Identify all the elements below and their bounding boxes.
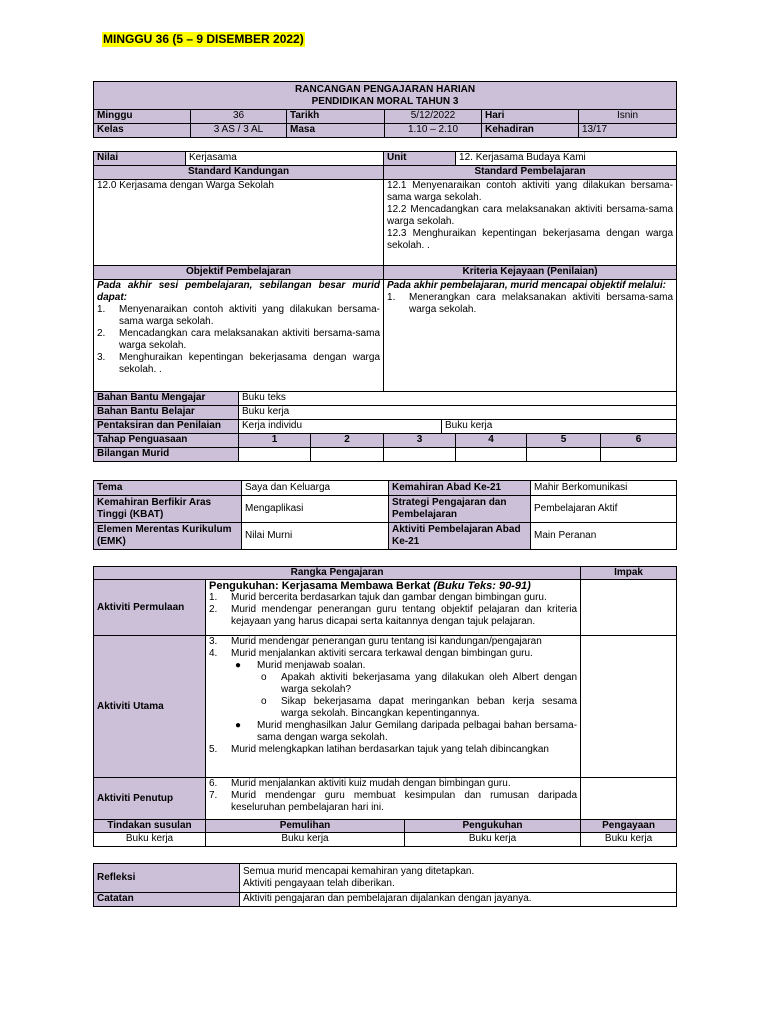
tema-value: Saya dan Keluarga — [242, 481, 389, 496]
hari-label: Hari — [482, 110, 579, 124]
objektif-item: 1. Menyenaraikan contoh aktiviti yang dilakukan bersama-sama warga sekolah. — [97, 304, 381, 327]
objektif-heading: Objektif Pembelajaran — [94, 266, 384, 280]
bbb-value: Buku kerja — [239, 406, 677, 420]
impak-cell — [581, 580, 677, 636]
kehadiran-value: 13/17 — [579, 124, 677, 138]
utama-item: 3. Murid mendengar penerangan guru tentang isi kandungan/pengajaran — [209, 636, 542, 647]
impak-cell — [581, 636, 677, 778]
utama-sub-item: o Apakah aktiviti bekerjasama yang dilakukan oleh Albert dengan warga sekolah? — [261, 672, 578, 695]
refleksi-label: Refleksi — [94, 864, 240, 893]
catatan-label: Catatan — [94, 893, 240, 907]
penutup-item: 7. Murid mendengar guru membuat kesimpulan dan rumusan daripada keseluruhan pembelajaran hari ini. — [209, 790, 578, 813]
utama-bullet: ● Murid menjawab soalan. — [235, 660, 366, 671]
spp-label: Strategi Pengajaran dan Pembelajaran — [389, 496, 531, 523]
kbat-value: Mengaplikasi — [242, 496, 389, 523]
unit-label: Unit — [384, 152, 456, 166]
week-label: MINGGU 36 (5 – 9 DISEMBER 2022) — [103, 32, 304, 46]
bbm-label: Bahan Bantu Mengajar — [94, 392, 239, 406]
penutup-item: 6. Murid menjalankan aktiviti kuiz mudah dengan bimbingan guru. — [209, 778, 511, 789]
sp-item: 12.2 Mencadangkan cara melaksanakan aktiviti bersama-sama warga sekolah. — [387, 204, 674, 227]
catatan-value: Aktiviti pengajaran dan pembelajaran dijalankan dengan jayanya. — [240, 893, 677, 907]
utama-item: 5. Murid melengkapkan latihan berdasarkan tajuk yang telah dibincangkan — [209, 744, 549, 755]
hari-value: Isnin — [579, 110, 677, 124]
plan-title: RANCANGAN PENGAJARAN HARIAN PENDIDIKAN MORAL TAHUN 3 — [94, 82, 677, 110]
skills-table — [93, 480, 677, 550]
masa-value: 1.10 – 2.10 — [385, 124, 482, 138]
standard-pembelajaran-list — [384, 180, 677, 266]
tp-level: 4 — [456, 434, 527, 448]
ka21-value: Mahir Berkomunikasi — [531, 481, 677, 496]
bm-cell — [311, 448, 384, 462]
reflection-table — [93, 863, 677, 907]
kbat-label: Kemahiran Berfikir Aras Tinggi (KBAT) — [94, 496, 242, 523]
sp-item: 12.1 Menyenaraikan contoh aktiviti yang dilakukan bersama-sama warga sekolah. — [387, 180, 674, 203]
kriteria-content — [384, 280, 677, 392]
permulaan-content — [206, 580, 581, 636]
pengukuhan-heading: Pengukuhan — [405, 820, 581, 833]
pengukuhan-title: Pengukuhan: Kerjasama Membawa Berkat (Buku Teks: 90-91) — [209, 580, 531, 592]
refleksi-value: Semua murid mencapai kemahiran yang ditetapkan. Aktiviti pengayaan telah diberikan. — [240, 864, 677, 893]
bbm-value: Buku teks — [239, 392, 677, 406]
bm-cell — [601, 448, 677, 462]
impak-heading: Impak — [581, 567, 677, 580]
objektif-content — [94, 280, 384, 392]
bm-cell — [527, 448, 601, 462]
tarikh-value: 5/12/2022 — [385, 110, 482, 124]
ka21-label: Kemahiran Abad Ke-21 — [389, 481, 531, 496]
kelas-label: Kelas — [94, 124, 191, 138]
tindakan-value: Buku kerja — [94, 833, 206, 847]
utama-label: Aktiviti Utama — [94, 636, 206, 778]
kriteria-intro: Pada akhir pembelajaran, murid mencapai objektif melalui: — [387, 280, 666, 291]
pengukuhan-value: Buku kerja — [405, 833, 581, 847]
minggu-value: 36 — [191, 110, 287, 124]
objektif-item: 2. Mencadangkan cara melaksanakan aktiviti bersama-sama warga sekolah. — [97, 328, 381, 351]
bbb-label: Bahan Bantu Belajar — [94, 406, 239, 420]
header-table — [93, 81, 677, 138]
kehadiran-label: Kehadiran — [482, 124, 579, 138]
bm-cell — [384, 448, 456, 462]
kriteria-heading: Kriteria Kejayaan (Penilaian) — [384, 266, 677, 280]
apa21-value: Main Peranan — [531, 523, 677, 550]
unit-value: 12. Kerjasama Budaya Kami — [456, 152, 677, 166]
lesson-table — [93, 151, 677, 462]
kriteria-item: 1. Menerangkan cara melaksanakan aktiviti bersama-sama warga sekolah. — [387, 292, 674, 315]
tp-level: 6 — [601, 434, 677, 448]
pemulihan-value: Buku kerja — [206, 833, 405, 847]
permulaan-item: 1. Murid bercerita berdasarkan tajuk dan gambar dengan bimbingan guru. — [209, 592, 547, 603]
pentaksiran-value-1: Kerja individu — [239, 420, 442, 434]
emk-value: Nilai Murni — [242, 523, 389, 550]
utama-sub-item: o Sikap bekerjasama dapat meringankan beban kerja sesama warga sekolah. Bincangkan kepentingannya. — [261, 696, 578, 719]
bm-cell — [456, 448, 527, 462]
utama-content — [206, 636, 581, 778]
nilai-value: Kerjasama — [186, 152, 384, 166]
pengayaan-heading: Pengayaan — [581, 820, 677, 833]
nilai-label: Nilai — [94, 152, 186, 166]
tindakan-susulan-heading: Tindakan susulan — [94, 820, 206, 833]
plan-table — [93, 566, 677, 847]
tp-level: 3 — [384, 434, 456, 448]
permulaan-item: 2. Murid mendengar penerangan guru tentang objektif pelajaran dan kriteria kejayaan yang harus dicapai serta kaitannya dengan tajuk pelajaran. — [209, 604, 578, 627]
tp-level: 2 — [311, 434, 384, 448]
rangka-heading: Rangka Pengajaran — [94, 567, 581, 580]
pentaksiran-label: Pentaksiran dan Penilaian — [94, 420, 239, 434]
penutup-content — [206, 778, 581, 820]
tema-label: Tema — [94, 481, 242, 496]
spp-value: Pembelajaran Aktif — [531, 496, 677, 523]
objektif-intro: Pada akhir sesi pembelajaran, sebilangan besar murid dapat: — [97, 280, 381, 303]
tarikh-label: Tarikh — [287, 110, 385, 124]
impak-cell — [581, 778, 677, 820]
apa21-label: Aktiviti Pembelajaran Abad Ke-21 — [389, 523, 531, 550]
bilangan-murid-label: Bilangan Murid — [94, 448, 239, 462]
utama-item: 4. Murid menjalankan aktiviti sercara terkawal dengan bimbingan guru. — [209, 648, 533, 659]
sp-item: 12.3 Menghuraikan kepentingan bekerjasama dengan warga sekolah. . — [387, 228, 674, 251]
bm-cell — [239, 448, 311, 462]
pentaksiran-value-2: Buku kerja — [442, 420, 677, 434]
kelas-value: 3 AS / 3 AL — [191, 124, 287, 138]
standard-kandungan-value: 12.0 Kerjasama dengan Warga Sekolah — [94, 180, 384, 266]
minggu-label: Minggu — [94, 110, 191, 124]
tp-level: 5 — [527, 434, 601, 448]
tahap-penguasaan-label: Tahap Penguasaan — [94, 434, 239, 448]
objektif-item: 3. Menghuraikan kepentingan bekerjasama dengan warga sekolah. . — [97, 352, 381, 375]
pemulihan-heading: Pemulihan — [206, 820, 405, 833]
utama-bullet: ● Murid menghasilkan Jalur Gemilang daripada pelbagai bahan bersama-sama dengan warga sekolah. — [235, 720, 578, 743]
emk-label: Elemen Merentas Kurikulum (EMK) — [94, 523, 242, 550]
permulaan-label: Aktiviti Permulaan — [94, 580, 206, 636]
pengayaan-value: Buku kerja — [581, 833, 677, 847]
standard-pembelajaran-heading: Standard Pembelajaran — [384, 166, 677, 180]
tp-level: 1 — [239, 434, 311, 448]
masa-label: Masa — [287, 124, 385, 138]
standard-kandungan-heading: Standard Kandungan — [94, 166, 384, 180]
penutup-label: Aktiviti Penutup — [94, 778, 206, 820]
